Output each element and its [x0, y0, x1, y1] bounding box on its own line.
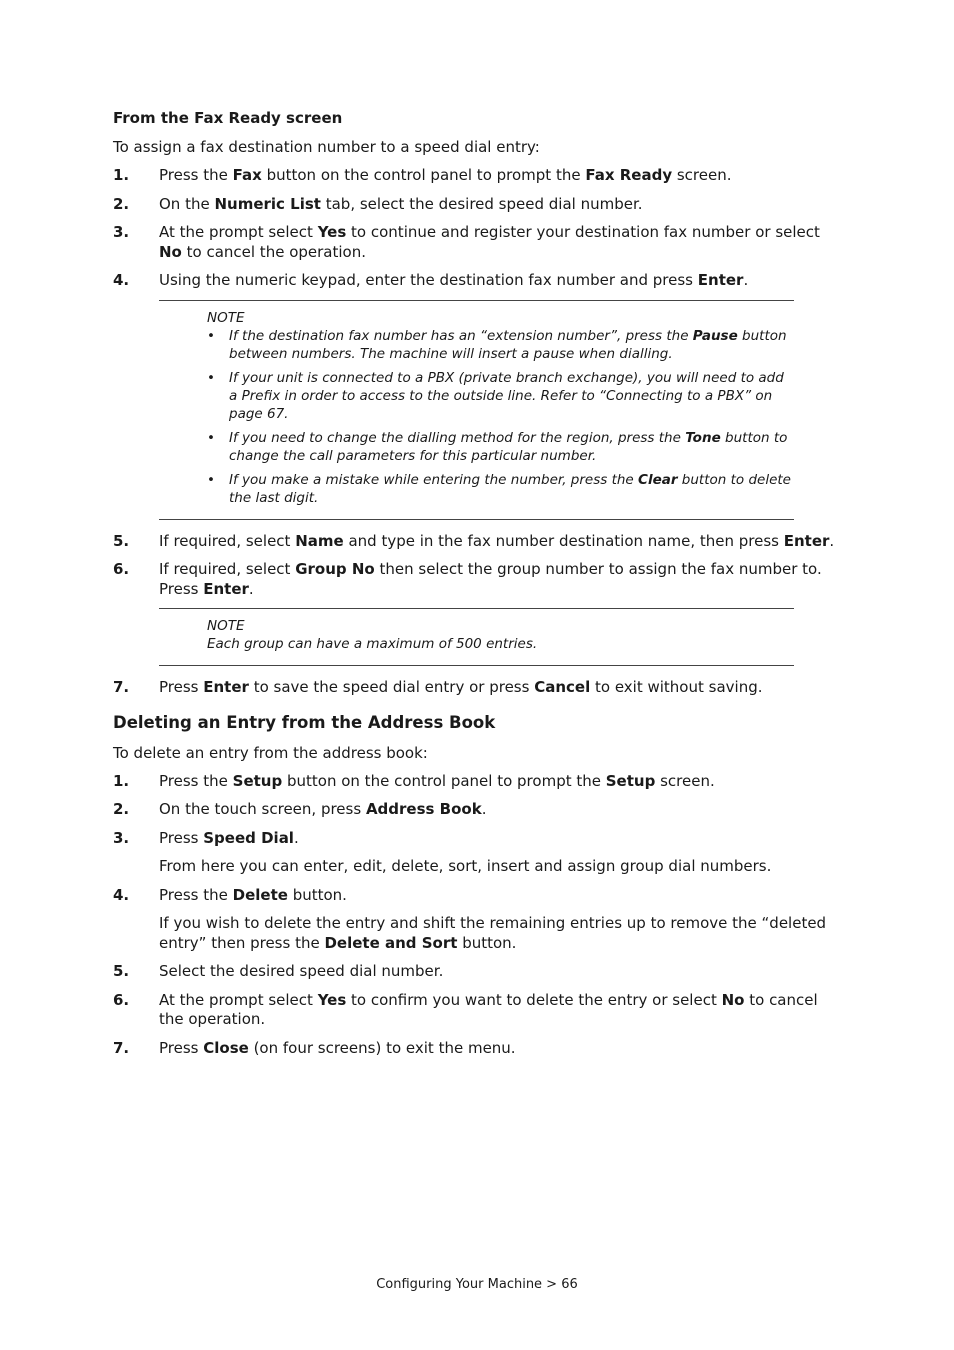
- step-4: [113, 271, 843, 291]
- step-number: 1.: [113, 771, 130, 790]
- note-box-group: [159, 608, 794, 666]
- step-keyword: Name: [295, 531, 344, 550]
- note-label: NOTE: [207, 309, 245, 326]
- step-number: 1.: [113, 166, 130, 184]
- step-text: If required, select: [159, 531, 296, 550]
- step-keyword: Yes: [317, 990, 347, 1009]
- note-box-dialling: [159, 300, 794, 520]
- step-3: [113, 223, 843, 262]
- note-keyword: Pause: [692, 327, 738, 344]
- step-3-detail: From here you can enter, edit, delete, sort, insert and assign group dial numbers.: [159, 857, 772, 875]
- note-label: NOTE: [207, 618, 245, 634]
- step-text: to confirm you want to delete the entry or select: [346, 990, 722, 1009]
- step-keyword: Fax: [232, 166, 262, 184]
- step-keyword: No: [721, 990, 745, 1009]
- step-5: [113, 962, 843, 982]
- step-number: 5.: [113, 531, 130, 550]
- bullet-icon: •: [207, 429, 215, 446]
- note-item: [207, 471, 794, 507]
- step-text: button on the control panel to prompt the: [261, 166, 586, 184]
- note-list: [207, 327, 794, 507]
- step-7: [113, 1039, 843, 1059]
- step-text: button.: [287, 885, 347, 904]
- step-2: [113, 800, 843, 820]
- step-text: to continue and register your destination fax number or select: [346, 223, 820, 241]
- step-4-detail: [159, 914, 843, 953]
- step-text: button on the control panel to prompt the: [282, 771, 606, 790]
- step-keyword: Delete: [232, 885, 288, 904]
- note-text: button to delete the last digit.: [229, 471, 791, 506]
- step-keyword: Speed Dial: [203, 828, 294, 847]
- bullet-icon: •: [207, 369, 215, 386]
- step-keyword: Enter: [203, 678, 249, 696]
- step-keyword: Numeric List: [214, 194, 321, 213]
- step-1: [113, 772, 843, 792]
- step-keyword: Enter: [783, 531, 830, 550]
- step-keyword: Enter: [697, 271, 744, 289]
- page-content: [113, 108, 843, 1067]
- step-number: 5.: [113, 962, 130, 980]
- note-text: button between numbers. The machine will insert a pause when dialling.: [229, 327, 787, 362]
- step-number: 6.: [113, 990, 130, 1009]
- note-keyword: Tone: [685, 429, 721, 446]
- step-text: At the prompt select: [159, 223, 318, 241]
- step-2: [113, 195, 843, 215]
- step-text: then select the group number to assign the fax number to. Press: [159, 560, 822, 598]
- step-text: screen.: [672, 166, 732, 184]
- step-keyword: Group No: [295, 560, 375, 578]
- step-text: screen.: [655, 771, 715, 790]
- step-7: [113, 678, 843, 698]
- step-text: Press: [159, 678, 204, 696]
- step-number: 7.: [113, 678, 130, 696]
- section-intro: To assign a fax destination number to a speed dial entry:: [113, 138, 540, 156]
- bullet-icon: •: [207, 327, 215, 344]
- step-number: 3.: [113, 223, 130, 241]
- step-text: Press the: [159, 771, 233, 790]
- step-number: 6.: [113, 560, 130, 578]
- step-4: [113, 886, 843, 906]
- section-intro: To delete an entry from the address book:: [113, 743, 428, 762]
- step-keyword: Cancel: [534, 678, 591, 696]
- step-text: Using the numeric keypad, enter the destination fax number and press: [159, 271, 698, 289]
- note-text: button to change the call parameters for this particular number.: [229, 429, 788, 464]
- note-item: [207, 369, 794, 423]
- step-keyword: Close: [203, 1038, 249, 1057]
- step-text: Press: [159, 828, 204, 847]
- note-item: [207, 429, 794, 465]
- step-text: Select the desired speed dial number.: [159, 962, 444, 980]
- step-text: .: [248, 579, 254, 598]
- step-text: If required, select: [159, 560, 296, 578]
- step-number: 4.: [113, 885, 130, 904]
- note-text: If you make a mistake while entering the number, press the: [229, 471, 639, 488]
- step-text: At the prompt select: [159, 990, 318, 1009]
- note-text: If you need to change the dialling method for the region, press the: [229, 429, 686, 446]
- page-footer: Configuring Your Machine > 66: [376, 1277, 578, 1292]
- step-text: and type in the fax number destination name, then press: [343, 531, 784, 550]
- step-6: [113, 991, 843, 1030]
- step-keyword: Yes: [317, 223, 347, 241]
- step-keyword: Delete and Sort: [324, 933, 458, 952]
- step-text: .: [743, 271, 749, 289]
- note-text: If your unit is connected to a PBX (private branch exchange), you will need to add a Prefix in order to access to the outside line. Refer to “Connecting to a PBX” on page 67.: [229, 369, 784, 422]
- step-text: (on four screens) to exit the menu.: [248, 1038, 516, 1057]
- step-text: to cancel the operation.: [181, 242, 366, 261]
- step-keyword: Address Book: [365, 800, 482, 818]
- step-text: tab, select the desired speed dial number.: [320, 194, 643, 213]
- step-1: [113, 166, 843, 186]
- bullet-icon: •: [207, 471, 215, 488]
- step-keyword: Fax Ready: [585, 166, 673, 184]
- step-text: Press the: [159, 166, 233, 184]
- section-heading-delete-entry: Deleting an Entry from the Address Book: [113, 712, 496, 732]
- step-keyword: Setup: [232, 771, 283, 790]
- step-text: On the touch screen, press: [159, 800, 366, 818]
- step-keyword: Enter: [203, 579, 249, 598]
- step-6: [113, 560, 843, 599]
- step-text: .: [481, 800, 487, 818]
- step-text: to cancel the operation.: [159, 990, 818, 1028]
- note-text: Each group can have a maximum of 500 entries.: [207, 636, 538, 652]
- step-3: [113, 829, 843, 849]
- step-number: 3.: [113, 828, 130, 847]
- step-text: to save the speed dial entry or press: [248, 678, 535, 696]
- step-text: Press the: [159, 885, 233, 904]
- step-keyword: No: [159, 242, 182, 261]
- step-number: 4.: [113, 271, 130, 289]
- step-text: to exit without saving.: [590, 678, 763, 696]
- step-number: 2.: [113, 194, 130, 213]
- note-text: If the destination fax number has an “extension number”, press the: [229, 327, 693, 344]
- step-number: 2.: [113, 800, 130, 818]
- step-text: .: [829, 531, 835, 550]
- note-item: [207, 327, 794, 363]
- step-text: If you wish to delete the entry and shift the remaining entries up to remove the “deleted entry” then press the: [159, 914, 827, 952]
- step-keyword: Setup: [605, 771, 656, 790]
- step-text: On the: [159, 194, 215, 213]
- step-5: [113, 532, 843, 552]
- step-text: .: [293, 828, 299, 847]
- section-heading-fax-ready: From the Fax Ready screen: [113, 109, 343, 127]
- note-keyword: Clear: [638, 471, 678, 488]
- step-text: button.: [457, 933, 517, 952]
- step-text: Press: [159, 1038, 204, 1057]
- step-number: 7.: [113, 1038, 130, 1057]
